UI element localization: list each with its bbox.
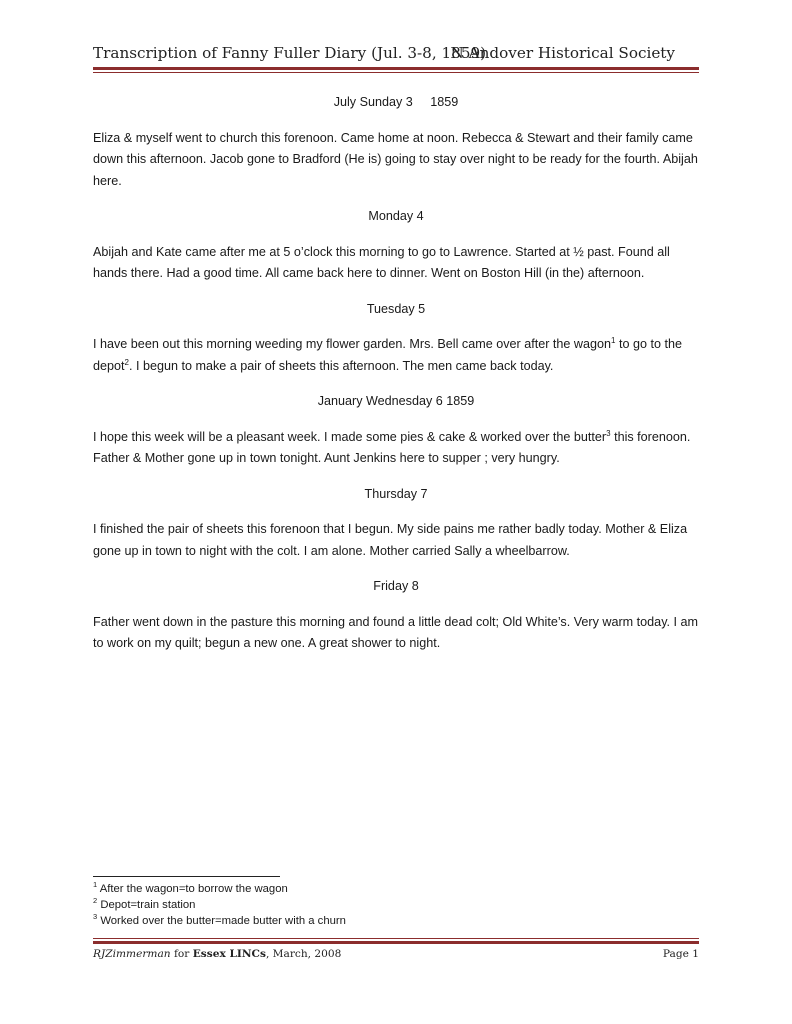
footnote-text: After the wagon=to borrow the wagon — [99, 883, 288, 895]
footer-rule-thick — [93, 941, 699, 944]
footnote-separator — [93, 876, 280, 877]
footnote-text: Depot=train station — [100, 898, 196, 911]
entry-date: July Sunday 3 1859 — [333, 95, 459, 109]
entry-text — [93, 427, 699, 470]
entry-text-part: to go to the depot — [93, 337, 682, 373]
header-title: Transcription of Fanny Fuller Diary (Jul. 3-8, 1859) — [93, 44, 487, 62]
footnote-number: 3 — [93, 911, 98, 921]
footer-org: Essex LINCs — [192, 948, 266, 960]
footnote-ref: 2 — [124, 357, 129, 367]
entry-text: I finished the pair of sheets this forenoon that I begun. My side pains me rather badly today. Mother & Eliza gone up in town to night with the colt. I am alone. Mother carried Sally a wheelbarrow. — [93, 522, 688, 558]
page-footer — [93, 948, 699, 964]
footer-rule-thin — [93, 938, 699, 939]
footer-for: for — [170, 948, 193, 960]
footnote-number: 1 — [93, 880, 98, 890]
footnote-item — [93, 898, 699, 914]
entry-date: Friday 8 — [373, 579, 419, 593]
footnote-item — [93, 911, 699, 930]
page-number: Page 1 — [662, 948, 699, 960]
entry-date: Tuesday 5 — [366, 301, 426, 316]
entry-text-part: I hope this week will be a pleasant week. I made some pies & cake & worked over the butter — [93, 429, 607, 444]
header-rule-thin — [93, 72, 699, 73]
entry-text-part: this forenoon. Father & Mother gone up in town tonight. Aunt Jenkins here to supper ; very hungry. — [93, 429, 691, 465]
entry-date: January Wednesday 6 1859 — [317, 394, 475, 408]
header-rule-thick — [93, 67, 699, 70]
footnote-text: Worked over the butter=made butter with a churn — [100, 914, 346, 927]
footnote-item — [93, 882, 699, 898]
entry-date: Monday 4 — [368, 209, 424, 223]
footer-date: , March, 2008 — [265, 948, 342, 960]
footer-credit — [93, 948, 341, 960]
footnote-ref: 3 — [606, 428, 611, 438]
entry-text: Eliza & myself went to church this forenoon. Came home at noon. Rebecca & Stewart and their family came down this afternoon. Jacob gone to Bradford (He is) going to stay over night to be ready for the fourth. Abijah here. — [93, 130, 698, 188]
entry-text-part: . I begun to make a pair of sheets this afternoon. The men came back today. — [128, 358, 554, 373]
footnote-ref: 1 — [611, 335, 616, 345]
diary-body — [93, 92, 699, 669]
entry-text-part: I have been out this morning weeding my flower garden. Mrs. Bell came over after the wagon — [93, 337, 612, 351]
entry-text — [93, 334, 699, 377]
entry-text: Father went down in the pasture this morning and found a little dead colt; Old White’s. Very warm today. I am to work on my quilt; begun a new one. A great shower to night. — [93, 614, 699, 650]
footer-author: RJZimmerman — [93, 948, 171, 960]
entry-text: Abijah and Kate came after me at 5 o’clock this morning to go to Lawrence. Started at ½ past. Found all hands there. Had a good time. All came back here to dinner. Went on Boston Hill (in the) afternoon. — [93, 244, 670, 280]
entry-date: Thursday 7 — [364, 486, 428, 501]
footnote-number: 2 — [93, 896, 98, 906]
footnotes — [93, 882, 699, 929]
header-society: N Andover Historical Society — [450, 44, 675, 62]
page-header — [93, 44, 699, 66]
